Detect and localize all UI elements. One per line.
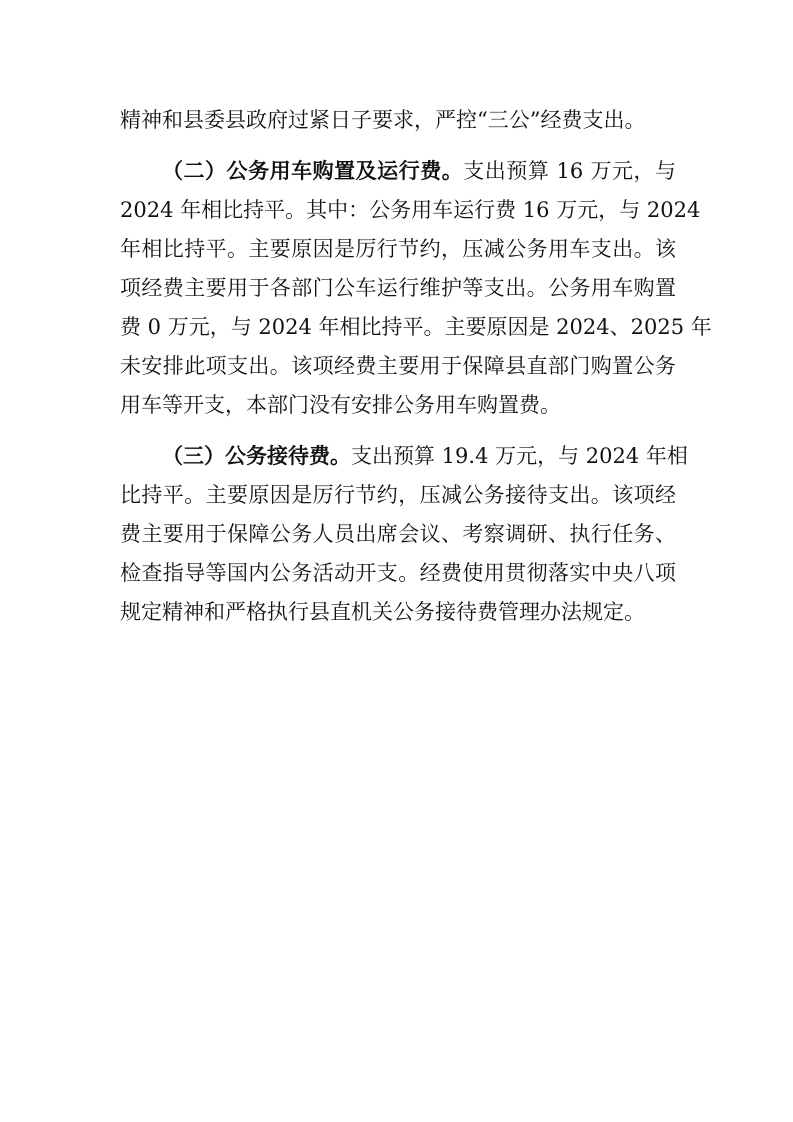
intro-text: 精神和县委县政府过紧日子要求，严控“三公”经费支出。: [120, 108, 646, 132]
section-3-line-3: 费主要用于保障公务人员出席会议、考察调研、执行任务、: [120, 522, 676, 546]
section-2-line-5: 费 0 万元，与 2024 年相比持平。主要原因是 2024、2025 年: [120, 315, 712, 339]
section-2-line-2: 2024 年相比持平。其中：公务用车运行费 16 万元，与 2024: [120, 198, 701, 222]
section-2-line-3: 年相比持平。主要原因是厉行节约，压减公务用车支出。该: [120, 237, 676, 261]
section-3-line-4: 检查指导等国内公务活动开支。经费使用贯彻落实中央八项: [120, 561, 676, 585]
section-2-line-4: 项经费主要用于各部门公车运行维护等支出。公务用车购置: [120, 276, 676, 300]
section-3-first-line: [162, 442, 688, 470]
section-3-line-5: 规定精神和严格执行县直机关公务接待费管理办法规定。: [120, 600, 645, 624]
section-3-heading: （三）公务接待费。: [162, 443, 351, 468]
section-3-line-1-text: 支出预算 19.4 万元，与 2024 年相: [351, 444, 688, 468]
intro-line: [120, 106, 676, 134]
section-2-first-line: [162, 157, 676, 185]
section-2-heading: （二）公务用车购置及运行费。: [162, 158, 464, 183]
section-2-line-6: 未安排此项支出。该项经费主要用于保障县直部门购置公务: [120, 354, 676, 378]
section-2-line-1-text: 支出预算 16 万元，与: [463, 159, 677, 183]
section-2-line-7: 用车等开支，本部门没有安排公务用车购置费。: [120, 393, 561, 417]
section-3-line-2: 比持平。主要原因是厉行节约，压减公务接待支出。该项经: [120, 483, 676, 507]
